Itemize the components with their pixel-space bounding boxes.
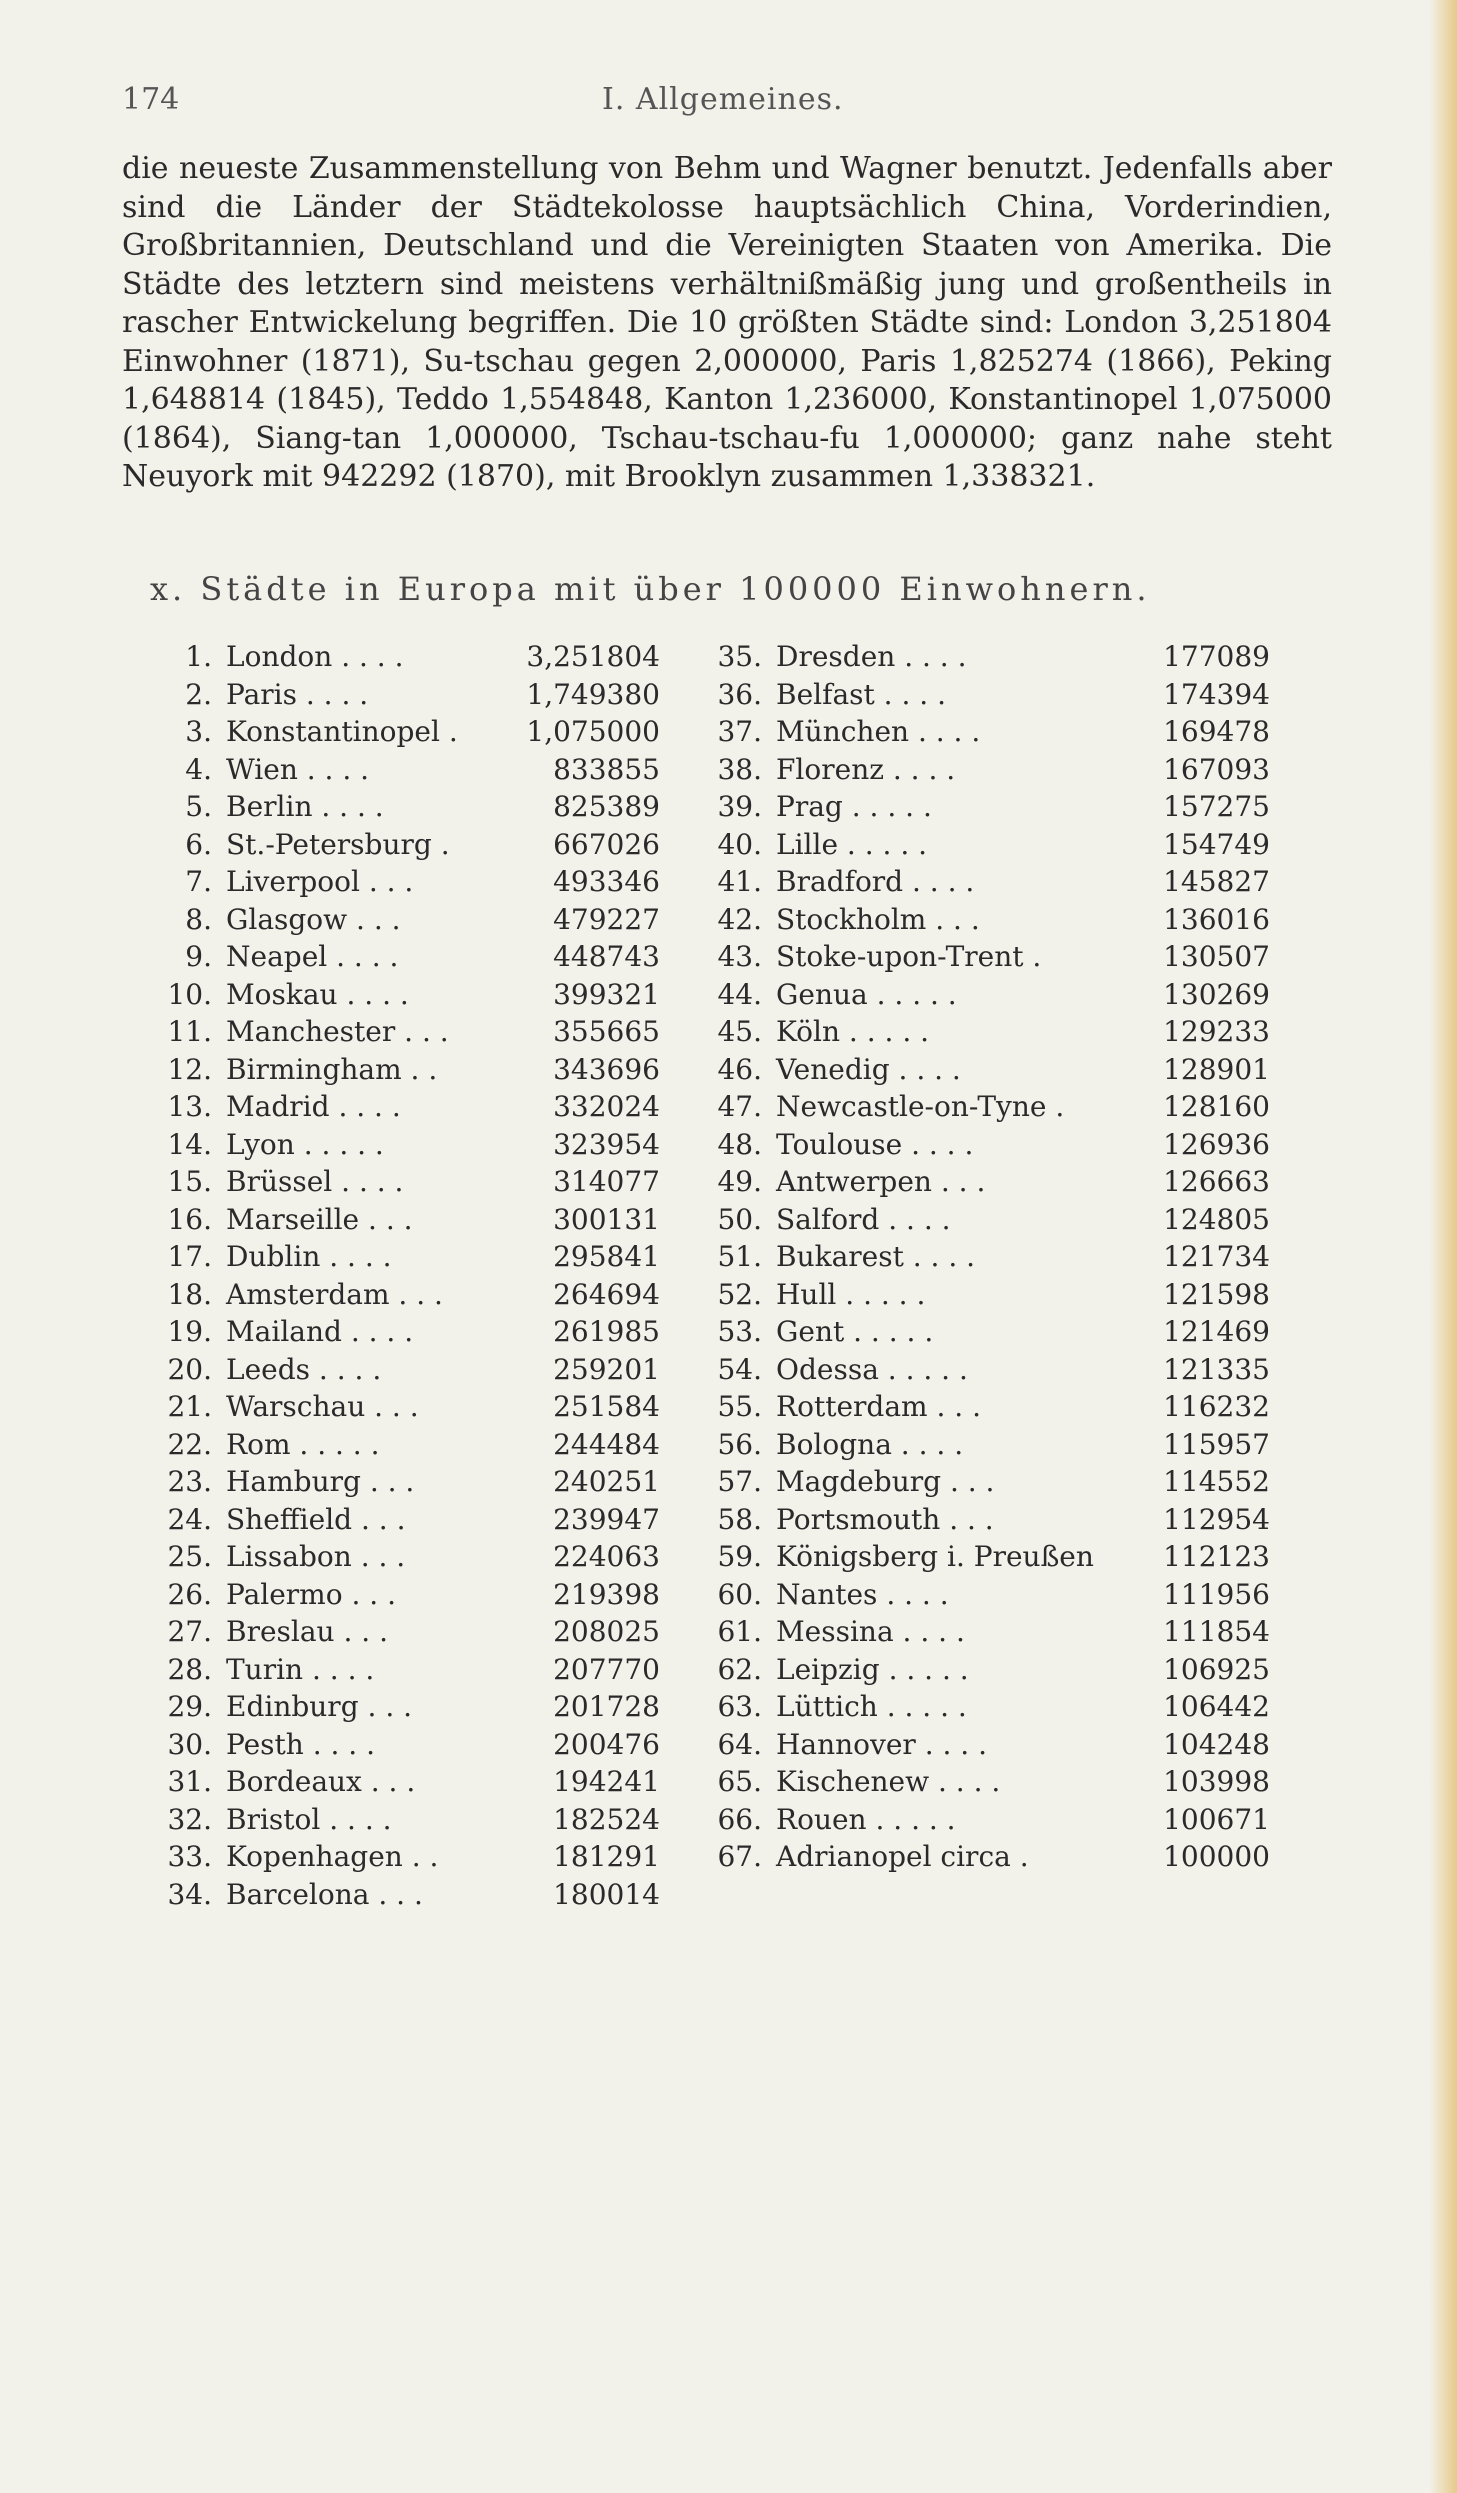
city-name: Messina . . . . — [776, 1615, 965, 1648]
city-name: München . . . . — [776, 715, 981, 748]
population-value: 355665 — [553, 1015, 660, 1048]
population-value: 177089 — [1163, 640, 1270, 673]
rank-number: 1. — [185, 640, 212, 673]
table-row — [710, 1578, 1270, 1616]
table-row — [160, 1690, 720, 1728]
city-name: Venedig . . . . — [776, 1052, 961, 1086]
rank-number: 51. — [717, 1240, 762, 1273]
city-name: Sheffield . . . — [226, 1502, 406, 1536]
population-value: 128160 — [1163, 1090, 1270, 1123]
population-value: 343696 — [553, 1052, 660, 1086]
population-value: 314077 — [553, 1165, 660, 1198]
city-name: Belfast . . . . — [776, 677, 946, 711]
table-row — [710, 1765, 1270, 1803]
city-name: Liverpool . . . — [226, 865, 414, 898]
rank-number: 67. — [717, 1840, 762, 1873]
table-caption: x. Städte in Europa mit über 100000 Einwohnern. — [150, 570, 1151, 608]
table-row — [710, 978, 1270, 1016]
rank-number: 33. — [167, 1840, 212, 1873]
table-row — [710, 1315, 1270, 1353]
rank-number: 66. — [717, 1802, 762, 1836]
rank-number: 46. — [717, 1052, 762, 1086]
population-value: 126663 — [1163, 1165, 1270, 1198]
table-row — [160, 1203, 720, 1241]
population-value: 111854 — [1163, 1615, 1270, 1648]
table-row — [710, 1840, 1270, 1878]
city-name: Hannover . . . . — [776, 1727, 988, 1761]
table-row — [160, 1128, 720, 1166]
population-value: 332024 — [553, 1090, 660, 1123]
city-name: Lissabon . . . — [226, 1540, 406, 1573]
population-value: 157275 — [1163, 790, 1270, 823]
city-name: Gent . . . . . — [776, 1315, 934, 1348]
city-name: Madrid . . . . — [226, 1090, 401, 1123]
population-value: 194241 — [553, 1765, 660, 1798]
table-row — [710, 903, 1270, 941]
rank-number: 15. — [167, 1165, 212, 1198]
population-value: 100671 — [1163, 1802, 1270, 1836]
rank-number: 3. — [185, 715, 212, 748]
rank-number: 64. — [717, 1727, 762, 1761]
city-name: Lille . . . . . — [776, 827, 928, 861]
population-value: 479227 — [553, 902, 660, 936]
table-row — [710, 1165, 1270, 1203]
rank-number: 7. — [185, 865, 212, 898]
population-value: 208025 — [553, 1615, 660, 1648]
city-name: Rouen . . . . . — [776, 1802, 956, 1836]
city-name: Hamburg . . . — [226, 1465, 415, 1498]
city-name: Breslau . . . — [226, 1615, 388, 1648]
table-row — [160, 1465, 720, 1503]
rank-number: 59. — [717, 1540, 762, 1573]
rank-number: 27. — [167, 1615, 212, 1648]
city-name: Warschau . . . — [226, 1390, 419, 1423]
table-row — [160, 1053, 720, 1091]
rank-number: 47. — [717, 1090, 762, 1123]
population-value: 323954 — [553, 1127, 660, 1161]
population-value: 106925 — [1163, 1652, 1270, 1686]
table-row — [160, 1353, 720, 1391]
table-row — [710, 1203, 1270, 1241]
table-column-right — [710, 640, 1270, 1878]
rank-number: 32. — [167, 1802, 212, 1836]
city-name: Moskau . . . . — [226, 977, 409, 1011]
table-row — [160, 940, 720, 978]
table-row — [160, 1165, 720, 1203]
population-value: 1,749380 — [526, 677, 660, 711]
city-name: Edinburg . . . — [226, 1690, 413, 1723]
table-row — [710, 1540, 1270, 1578]
rank-number: 44. — [717, 977, 762, 1011]
population-value: 111956 — [1163, 1577, 1270, 1611]
population-value: 207770 — [553, 1652, 660, 1686]
table-row — [710, 1653, 1270, 1691]
rank-number: 38. — [717, 752, 762, 786]
rank-number: 19. — [167, 1315, 212, 1348]
table-row — [160, 1878, 720, 1916]
city-name: Magdeburg . . . — [776, 1465, 995, 1498]
city-name: Leeds . . . . — [226, 1352, 382, 1386]
city-name: Birmingham . . — [226, 1052, 438, 1086]
rank-number: 50. — [717, 1202, 762, 1236]
city-name: Hull . . . . . — [776, 1277, 926, 1311]
city-name: Manchester . . . — [226, 1015, 449, 1048]
rank-number: 55. — [717, 1390, 762, 1423]
body-paragraph: die neueste Zusammenstellung von Behm und Wagner benutzt. Jedenfalls aber sind die Länder der Städtekolosse hauptsächlich China, Vorderindien, Großbritannien, Deutschland und die Vereinigten Staaten von Amerika. Die Städte des letztern sind meistens verhältnißmäßig jung und großentheils in rascher Entwickelung begriffen. Die 10 größten Städte sind: London 3,251804 Einwohner (1871), Su-tschau gegen 2,000000, Paris 1,825274 (1866), Peking 1,648814 (1845), Teddo 1,554848, Kanton 1,236000, Konstantinopel 1,075000 (1864), Siang-tan 1,000000, Tschau-tschau-fu 1,000000; ganz nahe steht Neuyork mit 942292 (1870), mit Brooklyn zusammen 1,338321. — [122, 151, 1332, 494]
table-row — [710, 1128, 1270, 1166]
city-name: Neapel . . . . — [226, 940, 399, 973]
city-name: Lyon . . . . . — [226, 1127, 384, 1161]
population-value: 100000 — [1163, 1840, 1270, 1873]
population-value: 239947 — [553, 1502, 660, 1536]
city-name: Palermo . . . — [226, 1577, 396, 1611]
rank-number: 12. — [167, 1052, 212, 1086]
population-value: 493346 — [553, 865, 660, 898]
population-value: 264694 — [553, 1277, 660, 1311]
population-value: 145827 — [1163, 865, 1270, 898]
page-edge — [1429, 0, 1457, 2493]
population-value: 121734 — [1163, 1240, 1270, 1273]
table-row — [160, 753, 720, 791]
city-name: Dresden . . . . — [776, 640, 967, 673]
table-row — [710, 1803, 1270, 1841]
table-row — [710, 678, 1270, 716]
city-name: Barcelona . . . — [226, 1877, 423, 1911]
city-name: Königsberg i. Preußen — [776, 1540, 1094, 1573]
city-name: Wien . . . . — [226, 752, 370, 786]
table-row — [160, 1653, 720, 1691]
table-row — [710, 1503, 1270, 1541]
rank-number: 34. — [167, 1877, 212, 1911]
population-value: 115957 — [1163, 1427, 1270, 1461]
population-value: 180014 — [553, 1877, 660, 1911]
population-value: 112954 — [1163, 1502, 1270, 1536]
city-name: Newcastle-on-Tyne . — [776, 1090, 1065, 1123]
table-row — [160, 1278, 720, 1316]
rank-number: 65. — [717, 1765, 762, 1798]
table-row — [160, 715, 720, 753]
table-row — [160, 1503, 720, 1541]
table-row — [710, 790, 1270, 828]
table-row — [710, 1390, 1270, 1428]
rank-number: 25. — [167, 1540, 212, 1573]
city-name: Prag . . . . . — [776, 790, 932, 823]
population-value: 181291 — [553, 1840, 660, 1873]
table-row — [710, 1053, 1270, 1091]
population-value: 182524 — [553, 1802, 660, 1836]
city-name: Florenz . . . . — [776, 752, 956, 786]
city-name: Mailand . . . . — [226, 1315, 414, 1348]
city-name: Portsmouth . . . — [776, 1502, 994, 1536]
table-row — [710, 715, 1270, 753]
city-name: Genua . . . . . — [776, 977, 957, 1011]
table-row — [160, 640, 720, 678]
table-row — [160, 978, 720, 1016]
city-name: Brüssel . . . . — [226, 1165, 404, 1198]
rank-number: 53. — [717, 1315, 762, 1348]
city-name: Glasgow . . . — [226, 902, 401, 936]
city-name: Salford . . . . — [776, 1202, 951, 1236]
rank-number: 20. — [167, 1352, 212, 1386]
rank-number: 21. — [167, 1390, 212, 1423]
city-name: Bristol . . . . — [226, 1802, 392, 1836]
table-row — [710, 940, 1270, 978]
rank-number: 45. — [717, 1015, 762, 1048]
rank-number: 43. — [717, 940, 762, 973]
population-value: 112123 — [1163, 1540, 1270, 1573]
table-row — [160, 1015, 720, 1053]
rank-number: 48. — [717, 1127, 762, 1161]
table-row — [160, 1803, 720, 1841]
population-value: 295841 — [553, 1240, 660, 1273]
population-value: 174394 — [1163, 677, 1270, 711]
population-value: 167093 — [1163, 752, 1270, 786]
table-row — [710, 1240, 1270, 1278]
rank-number: 40. — [717, 827, 762, 861]
city-name: Nantes . . . . — [776, 1577, 949, 1611]
population-value: 104248 — [1163, 1727, 1270, 1761]
rank-number: 17. — [167, 1240, 212, 1273]
city-name: Amsterdam . . . — [226, 1277, 443, 1311]
rank-number: 30. — [167, 1727, 212, 1761]
rank-number: 57. — [717, 1465, 762, 1498]
table-row — [160, 828, 720, 866]
city-name: Pesth . . . . — [226, 1727, 376, 1761]
city-name: Lüttich . . . . . — [776, 1690, 967, 1723]
rank-number: 8. — [185, 902, 212, 936]
running-head: I. Allgemeines. — [602, 82, 844, 117]
population-value: 130269 — [1163, 977, 1270, 1011]
rank-number: 13. — [167, 1090, 212, 1123]
table-row — [160, 678, 720, 716]
population-value: 399321 — [553, 977, 660, 1011]
rank-number: 24. — [167, 1502, 212, 1536]
city-name: Bologna . . . . — [776, 1427, 964, 1461]
rank-number: 62. — [717, 1652, 762, 1686]
rank-number: 18. — [167, 1277, 212, 1311]
rank-number: 10. — [167, 977, 212, 1011]
table-row — [710, 1728, 1270, 1766]
rank-number: 16. — [167, 1202, 212, 1236]
rank-number: 9. — [185, 940, 212, 973]
city-name: Marseille . . . — [226, 1202, 413, 1236]
rank-number: 56. — [717, 1427, 762, 1461]
city-name: Bordeaux . . . — [226, 1765, 416, 1798]
rank-number: 22. — [167, 1427, 212, 1461]
city-name: Stoke-upon-Trent . — [776, 940, 1042, 973]
rank-number: 61. — [717, 1615, 762, 1648]
population-value: 129233 — [1163, 1015, 1270, 1048]
population-value: 200476 — [553, 1727, 660, 1761]
rank-number: 39. — [717, 790, 762, 823]
city-name: Konstantinopel . — [226, 715, 458, 748]
rank-number: 58. — [717, 1502, 762, 1536]
rank-number: 14. — [167, 1127, 212, 1161]
rank-number: 35. — [717, 640, 762, 673]
population-value: 1,075000 — [526, 715, 660, 748]
population-value: 219398 — [553, 1577, 660, 1611]
population-value: 154749 — [1163, 827, 1270, 861]
table-row — [160, 1578, 720, 1616]
population-value: 114552 — [1163, 1465, 1270, 1498]
page-number: 174 — [122, 82, 180, 117]
population-value: 128901 — [1163, 1052, 1270, 1086]
rank-number: 11. — [167, 1015, 212, 1048]
population-value: 106442 — [1163, 1690, 1270, 1723]
population-value: 103998 — [1163, 1765, 1270, 1798]
rank-number: 2. — [185, 677, 212, 711]
population-value: 3,251804 — [526, 640, 660, 673]
city-name: Odessa . . . . . — [776, 1352, 968, 1386]
city-name: Rom . . . . . — [226, 1427, 380, 1461]
population-value: 121335 — [1163, 1352, 1270, 1386]
rank-number: 26. — [167, 1577, 212, 1611]
population-value: 833855 — [553, 752, 660, 786]
population-value: 201728 — [553, 1690, 660, 1723]
table-row — [160, 790, 720, 828]
rank-number: 63. — [717, 1690, 762, 1723]
population-value: 244484 — [553, 1427, 660, 1461]
population-value: 448743 — [553, 940, 660, 973]
table-row — [160, 1765, 720, 1803]
population-value: 121469 — [1163, 1315, 1270, 1348]
rank-number: 6. — [185, 827, 212, 861]
rank-number: 60. — [717, 1577, 762, 1611]
city-name: Kopenhagen . . — [226, 1840, 439, 1873]
population-value: 261985 — [553, 1315, 660, 1348]
table-row — [160, 1090, 720, 1128]
city-name: London . . . . — [226, 640, 404, 673]
page-header — [122, 82, 1322, 132]
table-row — [710, 1690, 1270, 1728]
rank-number: 36. — [717, 677, 762, 711]
city-name: Köln . . . . . — [776, 1015, 930, 1048]
table-row — [710, 828, 1270, 866]
rank-number: 23. — [167, 1465, 212, 1498]
city-name: Kischenew . . . . — [776, 1765, 1001, 1798]
rank-number: 49. — [717, 1165, 762, 1198]
city-name: Berlin . . . . — [226, 790, 384, 823]
table-row — [710, 640, 1270, 678]
population-value: 126936 — [1163, 1127, 1270, 1161]
population-value: 251584 — [553, 1390, 660, 1423]
population-value: 136016 — [1163, 902, 1270, 936]
table-row — [710, 1278, 1270, 1316]
city-name: Turin . . . . — [226, 1652, 375, 1686]
population-value: 124805 — [1163, 1202, 1270, 1236]
population-value: 130507 — [1163, 940, 1270, 973]
city-name: Stockholm . . . — [776, 902, 980, 936]
city-name: Antwerpen . . . — [776, 1165, 986, 1198]
table-row — [160, 1240, 720, 1278]
table-row — [160, 903, 720, 941]
table-row — [710, 1465, 1270, 1503]
rank-number: 4. — [185, 752, 212, 786]
population-value: 825389 — [553, 790, 660, 823]
table-row — [160, 1728, 720, 1766]
table-row — [710, 1353, 1270, 1391]
population-value: 667026 — [553, 827, 660, 861]
population-value: 259201 — [553, 1352, 660, 1386]
table-row — [710, 1615, 1270, 1653]
table-row — [160, 1540, 720, 1578]
population-value: 121598 — [1163, 1277, 1270, 1311]
table-row — [160, 1428, 720, 1466]
rank-number: 41. — [717, 865, 762, 898]
table-row — [160, 1840, 720, 1878]
table-row — [160, 1315, 720, 1353]
city-name: Leipzig . . . . . — [776, 1652, 969, 1686]
table-row — [160, 1390, 720, 1428]
rank-number: 31. — [167, 1765, 212, 1798]
table-row — [710, 1090, 1270, 1128]
city-name: Toulouse . . . . — [776, 1127, 974, 1161]
table-row — [160, 865, 720, 903]
population-value: 116232 — [1163, 1390, 1270, 1423]
population-value: 240251 — [553, 1465, 660, 1498]
rank-number: 42. — [717, 902, 762, 936]
table-column-left — [160, 640, 720, 1915]
table-row — [710, 1428, 1270, 1466]
table-row — [710, 753, 1270, 791]
table-row — [710, 1015, 1270, 1053]
city-name: Paris . . . . — [226, 677, 369, 711]
city-name: Rotterdam . . . — [776, 1390, 981, 1423]
population-value: 224063 — [553, 1540, 660, 1573]
city-name: Bradford . . . . — [776, 865, 975, 898]
table-row — [710, 865, 1270, 903]
city-name: Dublin . . . . — [226, 1240, 392, 1273]
population-value: 300131 — [553, 1202, 660, 1236]
rank-number: 37. — [717, 715, 762, 748]
rank-number: 5. — [185, 790, 212, 823]
city-name: Adrianopel circa . — [776, 1840, 1029, 1873]
rank-number: 52. — [717, 1277, 762, 1311]
population-value: 169478 — [1163, 715, 1270, 748]
rank-number: 28. — [167, 1652, 212, 1686]
rank-number: 54. — [717, 1352, 762, 1386]
city-name: St.-Petersburg . — [226, 827, 450, 861]
rank-number: 29. — [167, 1690, 212, 1723]
city-name: Bukarest . . . . — [776, 1240, 976, 1273]
table-row — [160, 1615, 720, 1653]
